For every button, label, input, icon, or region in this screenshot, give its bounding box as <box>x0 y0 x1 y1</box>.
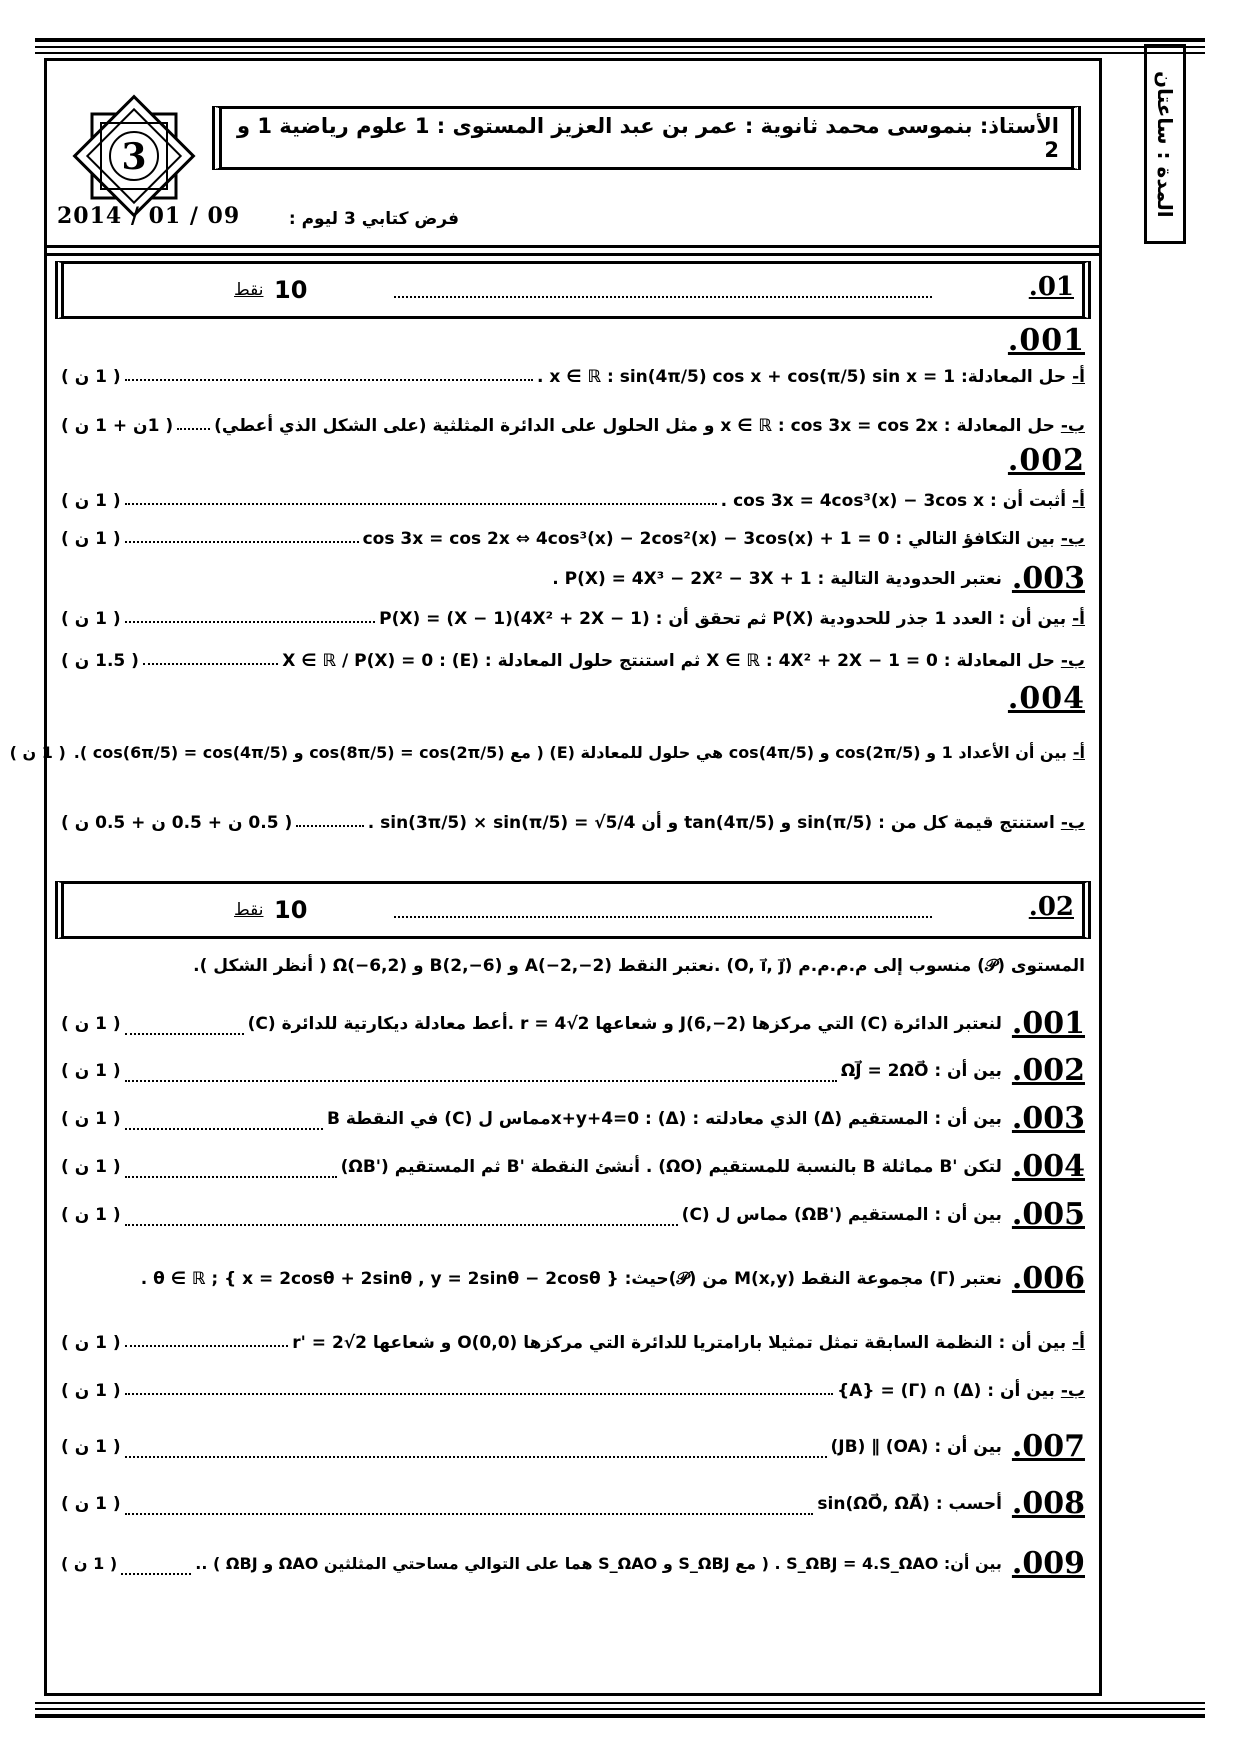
ex1-q3b-text: حل المعادلة : X ∈ ℝ : 4X² + 2X − 1 = 0 ثم استنتج حلول المعادلة : (E) : X ∈ ℝ / P(X) = 0 <box>282 651 1055 671</box>
ex2-intro-text: المستوى (𝒫) منسوب إلى م.م.م.م (O, i⃗, j⃗) .نعتبر النقط A(−2,−2) و B(2,−6) و Ω(−6,2) ( أنظر الشكل ). <box>193 956 1085 976</box>
ex1-q1b <box>61 416 1085 436</box>
ex1-q1a-pts: ( 1 ن ) <box>61 367 121 387</box>
duration-box <box>1144 44 1186 244</box>
bottom-rule-3 <box>35 1714 1205 1718</box>
ex2-item-007-pts: ( 1 ن ) <box>61 1436 121 1457</box>
ex1-q2b-pts: ( 1 ن ) <box>61 529 121 549</box>
ex2-sub-a-mark: أ- <box>1072 1333 1085 1353</box>
ex2-item-004-label: .004 <box>1011 1149 1085 1184</box>
ex2-sub-a <box>61 1333 1085 1353</box>
ex2-item-001-text: لنعتبر الدائرة (C) التي مركزها J(6,−2) و شعاعها r = 4√2 .أعط معادلة ديكارتية للدائرة (C) <box>247 1013 1002 1034</box>
ex2-item-003-pts: ( 1 ن ) <box>61 1108 121 1129</box>
ex1-q1a-mark: أ- <box>1072 367 1085 387</box>
header-title: الأستاذ: بنموسى محمد ثانوية : عمر بن عبد العزيز المستوى : 1 علوم رياضية 1 و 2 <box>236 114 1059 162</box>
exercise1-number: .01 <box>1028 272 1074 302</box>
ex1-q2a-pts: ( 1 ن ) <box>61 491 121 511</box>
ex2-item-006-label: .006 <box>1011 1261 1085 1296</box>
ex1-q4b-mark: ب- <box>1060 813 1085 833</box>
ex1-section-003-row <box>61 561 1085 596</box>
exercise2-dots <box>394 916 932 918</box>
ex2-item-009 <box>61 1546 1085 1581</box>
ex1-section-003: .003 <box>1011 561 1085 596</box>
ex1-q4b-pts: ( 0.5 ن + 0.5 ن + 0.5 ن ) <box>61 813 293 833</box>
ex2-item-002-text: بين أن : ΩJ⃗ = 2ΩO⃗ <box>840 1060 1002 1081</box>
exercise2-points-label: نقط <box>234 900 264 920</box>
ex1-q3a <box>61 609 1085 629</box>
ex2-item-004-pts: ( 1 ن ) <box>61 1156 121 1177</box>
ex2-item-003 <box>61 1101 1085 1136</box>
ex2-item-005-label: .005 <box>1011 1197 1085 1232</box>
duration-label: المدة : ساعتان <box>1153 70 1177 218</box>
ex2-item-008-label: .008 <box>1011 1486 1085 1521</box>
ex1-q3-intro: نعتبر الحدودية التالية : P(X) = 4X³ − 2X² − 3X + 1 . <box>552 568 1002 589</box>
ex1-q2a-mark: أ- <box>1072 491 1085 511</box>
top-rule-3 <box>35 52 1205 54</box>
ex2-item-008 <box>61 1486 1085 1521</box>
badge-number: 3 <box>121 136 147 178</box>
ex2-item-006 <box>61 1261 1085 1296</box>
ex2-item-003-text: بين أن : المستقيم (Δ) الذي معادلته : x+y+4=0 : (Δ)مماس ل (C) في النقطة B <box>326 1108 1002 1129</box>
ex2-item-002-label: .002 <box>1011 1053 1085 1088</box>
ex1-q3b-pts: ( 1.5 ن ) <box>61 651 139 671</box>
ex2-item-001-pts: ( 1 ن ) <box>61 1013 121 1034</box>
exercise2-header <box>55 881 1091 939</box>
ex1-q1a <box>61 367 1085 387</box>
header <box>47 61 1099 258</box>
ex2-item-004 <box>61 1149 1085 1184</box>
ex2-sub-b-text: بين أن : (Δ) ∩ (Γ) = {A} <box>837 1381 1055 1401</box>
ex2-sub-a-pts: ( 1 ن ) <box>61 1333 121 1353</box>
ex1-q1b-text: حل المعادلة : x ∈ ℝ : cos 3x = cos 2x و مثل الحلول على الدائرة المثلثية (على الشكل الذي أعطي) <box>214 416 1055 436</box>
ex1-q3b <box>61 651 1085 671</box>
ex1-q4a-pts: ( 1 ن ) <box>9 743 66 762</box>
ex1-q3a-mark: أ- <box>1072 609 1085 629</box>
ex2-item-009-text: بين أن: S_ΩBJ = 4.S_ΩAO . ( مع S_ΩBJ و S_ΩAO هما على التوالي مساحتي المثلثين ΩAO و ΩBJ ) .. <box>195 1554 1002 1573</box>
ex2-item-009-pts: ( 1 ن ) <box>61 1554 118 1573</box>
ex1-q3a-pts: ( 1 ن ) <box>61 609 121 629</box>
bottom-rule-1 <box>35 1702 1205 1704</box>
ex2-item-005 <box>61 1197 1085 1232</box>
ex2-sub-a-text: بين أن : النظمة السابقة تمثل تمثيلا بارامتريا للدائرة التي مركزها O(0,0) و شعاعها r' = 2√2 <box>292 1333 1067 1353</box>
ex1-q3a-text: بين أن : العدد 1 جذر للحدودية P(X) ثم تحقق أن : P(X) = (X − 1)(4X² + 2X − 1) <box>379 609 1067 629</box>
ex1-q4b-text: استنتج قيمة كل من : sin(π/5) و tan(4π/5) و أن sin(3π/5) × sin(π/5) = √5/4 . <box>367 813 1055 833</box>
exercise1-dots <box>394 296 932 298</box>
ex2-sub-b-pts: ( 1 ن ) <box>61 1381 121 1401</box>
ex1-section-004: .004 <box>1007 681 1085 716</box>
ex2-item-003-label: .003 <box>1011 1101 1085 1136</box>
top-rule-1 <box>35 38 1205 42</box>
ex2-item-002 <box>61 1053 1085 1088</box>
ex1-q1a-text: حل المعادلة: x ∈ ℝ : sin(4π/5) cos x + cos(π/5) sin x = 1 . <box>537 367 1067 387</box>
ex1-q2a-text: أثبت أن : cos 3x = 4cos³(x) − 3cos x . <box>720 491 1067 511</box>
ex1-q4b <box>61 813 1085 833</box>
ex1-section-001: .001 <box>1007 323 1085 358</box>
ex1-section-002: .002 <box>1007 443 1085 478</box>
exercise2-number: .02 <box>1028 892 1074 922</box>
ex2-item-005-pts: ( 1 ن ) <box>61 1204 121 1225</box>
ex1-q3b-mark: ب- <box>1060 651 1085 671</box>
bottom-rule-2 <box>35 1708 1205 1710</box>
test-date: 2014 / 01 / 09 <box>57 203 241 229</box>
header-rules <box>47 245 1099 261</box>
ex2-item-004-text: لتكن 'B مماثلة B بالنسبة للمستقيم (ΩO) . أنشئ النقطة 'B ثم المستقيم ('ΩB) <box>340 1156 1002 1177</box>
ex2-item-005-text: بين أن : المستقيم ('ΩB) مماس ل (C) <box>681 1204 1002 1225</box>
ex2-item-007 <box>61 1429 1085 1464</box>
ex2-item-001 <box>61 1006 1085 1041</box>
exercise2-points: 10 <box>274 896 308 924</box>
ex2-item-008-pts: ( 1 ن ) <box>61 1493 121 1514</box>
top-rule-2 <box>35 46 1205 48</box>
star-badge-icon <box>69 91 199 221</box>
ex1-q4a-text: بين أن الأعداد 1 و cos(2π/5) و cos(4π/5) هي حلول للمعادلة (E) ( مع cos(8π/5) = cos(2π/5) و cos(6π/5) = cos(4π/5) ). <box>73 743 1067 762</box>
ex2-item-006-text: نعتبر (Γ) مجموعة النقط M(x,y) من (𝒫)حيث: θ ∈ ℝ ; { x = 2cosθ + 2sinθ , y = 2sinθ − 2cosθ } . <box>140 1268 1002 1289</box>
exercise1-points-label: نقط <box>234 280 264 300</box>
exercise1-header <box>55 261 1091 319</box>
exam-frame <box>9 58 1102 1696</box>
ex1-q1b-mark: ب- <box>1060 416 1085 436</box>
ex1-q2b-mark: ب- <box>1060 529 1085 549</box>
ex2-item-001-label: .001 <box>1011 1006 1085 1041</box>
title-box <box>212 106 1081 170</box>
ex1-q2a <box>61 491 1085 511</box>
ex2-intro <box>61 956 1085 976</box>
ex2-item-007-label: .007 <box>1011 1429 1085 1464</box>
ex2-item-002-pts: ( 1 ن ) <box>61 1060 121 1081</box>
ex2-sub-b <box>61 1381 1085 1401</box>
test-label: فرض كتابي 3 ليوم : <box>288 209 459 229</box>
ex2-sub-b-mark: ب- <box>1060 1381 1085 1401</box>
ex2-item-008-text: أحسب : sin(ΩO⃗, ΩA⃗) <box>817 1493 1002 1514</box>
ex2-item-007-text: بين أن : (OA) ∥ (JB) <box>830 1436 1002 1457</box>
ex1-q4a-mark: أ- <box>1072 743 1085 762</box>
exercise1-points: 10 <box>274 276 308 304</box>
ex1-q4a <box>9 743 1085 762</box>
ex2-item-009-label: .009 <box>1011 1546 1085 1581</box>
ex1-q1b-pts: ( 1ن + 1 ن ) <box>61 416 174 436</box>
ex1-q2b <box>61 529 1085 549</box>
ex1-q2b-text: بين التكافؤ التالي : cos 3x = cos 2x ⇔ 4cos³(x) − 2cos²(x) − 3cos(x) + 1 = 0 <box>362 529 1055 549</box>
